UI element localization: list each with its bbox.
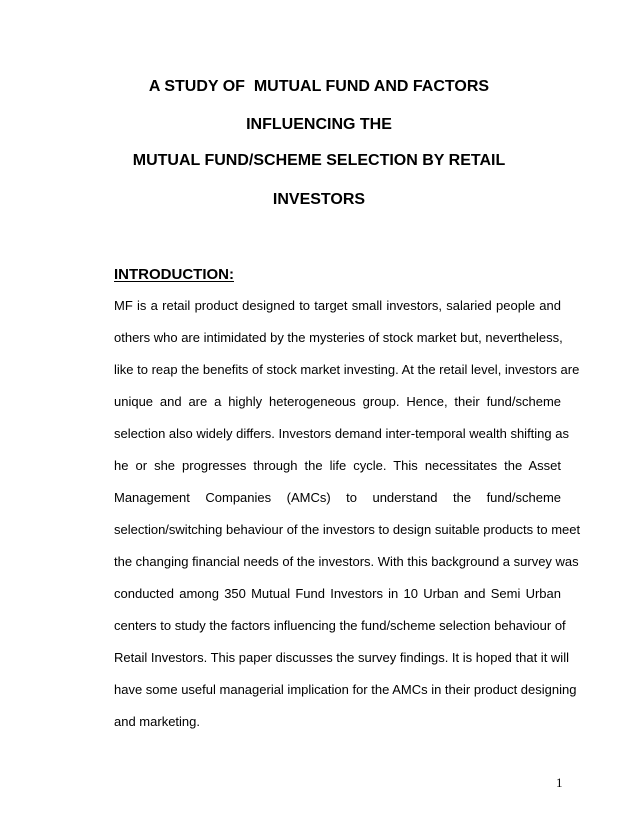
paragraph-line: like to reap the benefits of stock market investing. At the retail level, investors are	[114, 362, 580, 377]
paragraph-line: others who are intimidated by the mysteries of stock market but, nevertheless,	[114, 330, 563, 345]
page-number: 1	[556, 775, 563, 790]
title-line-1: A STUDY OF MUTUAL FUND AND FACTORS	[148, 78, 490, 95]
paragraph-line: Retail Investors. This paper discusses the survey findings. It is hoped that it will	[114, 650, 569, 665]
paragraph-line: centers to study the factors influencing the fund/scheme selection behaviour of	[114, 618, 566, 633]
paragraph-line: MF is a retail product designed to target small investors, salaried people and	[114, 298, 561, 313]
paragraph-line: Management Companies (AMCs) to understand the fund/scheme	[114, 490, 561, 505]
title-line-4: INVESTORS	[272, 191, 366, 208]
paragraph-line: unique and are a highly heterogeneous group. Hence, their fund/scheme	[114, 394, 561, 409]
paragraph-line: conducted among 350 Mutual Fund Investors in 10 Urban and Semi Urban	[114, 586, 561, 601]
paragraph-line: have some useful managerial implication for the AMCs in their product designing	[114, 682, 577, 697]
title-line-2: INFLUENCING THE	[246, 116, 392, 133]
title-line-3: MUTUAL FUND/SCHEME SELECTION BY RETAIL	[132, 152, 506, 169]
paragraph-line: the changing financial needs of the investors. With this background a survey was	[114, 554, 579, 569]
paragraph-line: he or she progresses through the life cycle. This necessitates the Asset	[114, 458, 561, 473]
section-heading: INTRODUCTION:	[114, 266, 234, 283]
paragraph-line: and marketing.	[114, 714, 200, 729]
paragraph-line: selection/switching behaviour of the investors to design suitable products to meet	[114, 522, 581, 537]
paragraph-line: selection also widely differs. Investors demand inter-temporal wealth shifting as	[114, 426, 569, 441]
